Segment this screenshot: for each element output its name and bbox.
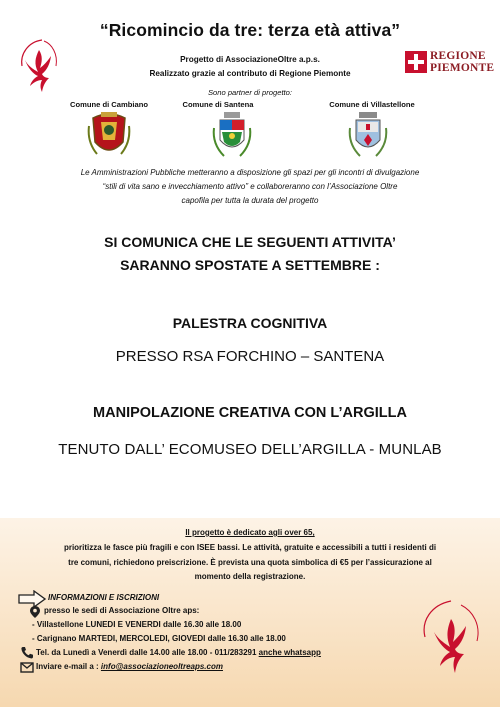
santena-crest-icon <box>210 112 254 162</box>
activity-title: MANIPOLAZIONE CREATIVA CON L’ARGILLA <box>93 405 407 421</box>
whatsapp-note: anche whatsapp <box>258 648 321 657</box>
activity-place: TENUTO DALL’ ECOMUSEO DELL’ARGILLA - MUNLAB <box>58 441 442 458</box>
villastellone-crest-icon <box>346 112 390 162</box>
partners-note: Sono partner di progetto: <box>207 88 292 97</box>
associazione-oltre-logo <box>413 597 485 675</box>
sedi-line: presso le sedi di Associazione Oltre aps: <box>44 606 200 615</box>
comune-cambiano-label: Comune di Cambiano <box>69 100 149 109</box>
regione-line1: REGIONE <box>430 50 486 62</box>
phone-icon <box>20 646 34 659</box>
associazione-oltre-logo <box>16 36 62 98</box>
description-line: momento della registrazione. <box>194 572 306 581</box>
oltre-logo-icon <box>413 597 485 675</box>
funding-line: Realizzato grazie al contributo di Regione Piemonte <box>149 69 351 78</box>
telephone-line <box>36 648 321 657</box>
map-pin-icon <box>30 605 40 617</box>
email-prefix: Inviare e-mail a : <box>36 662 101 671</box>
regione-piemonte-logo <box>405 49 493 77</box>
description-line: prioritizza le fasce più fragili e con ISEE bassi. Le attività, gratuite e accessibili a tutti i residenti di <box>63 543 437 552</box>
project-description <box>24 541 476 585</box>
email-link[interactable]: info@associazioneoltreaps.com <box>100 662 223 671</box>
regione-line2: PIEMONTE <box>430 62 495 74</box>
over65-line: Il progetto è dedicato agli over 65, <box>185 528 315 537</box>
oltre-logo-icon <box>16 36 62 98</box>
regione-flag-icon <box>405 51 427 73</box>
description-line: tre comuni, richiedono preiscrizione. È prevista una quota simbolica di €5 per l’assicurazione al <box>68 557 432 567</box>
activity-title: PALESTRA COGNITIVA <box>172 315 328 331</box>
notice-line2: SARANNO SPOSTATE A SETTEMBRE : <box>120 257 380 273</box>
email-line <box>36 662 223 671</box>
info-title: INFORMAZIONI E ISCRIZIONI <box>48 593 160 602</box>
comune-villastellone-label: Comune di Villastellone <box>329 100 415 109</box>
page-title: “Ricomincio da tre: terza età attiva” <box>99 20 401 40</box>
amministrazioni-note <box>30 166 470 208</box>
telephone-text: Tel. da Lunedì a Venerdì dalle 14.00 alle 18.00 - 011/283291 <box>36 648 257 657</box>
location-line: - Villastellone LUNEDI E VENERDI dalle 16.30 alle 18.00 <box>32 620 242 629</box>
project-line: Progetto di AssociazioneOltre a.p.s. <box>180 55 320 64</box>
amministrazioni-note-line: capofila per tutta la durata del progetto <box>181 196 319 205</box>
amministrazioni-note-line: “stili di vita sano e invecchiamento attivo” e collaboreranno con l’Associazione Oltre <box>102 182 398 191</box>
mail-icon <box>20 660 34 672</box>
notice-line1: SI COMUNICA CHE LE SEGUENTI ATTIVITA’ <box>104 234 396 250</box>
location-line: - Carignano MARTEDI, MERCOLEDI, GIOVEDI dalle 16.30 alle 18.00 <box>32 634 286 643</box>
comune-santena-label: Comune di Santena <box>182 100 254 109</box>
cambiano-crest-icon <box>87 112 131 162</box>
activity-place: PRESSO RSA FORCHINO – SANTENA <box>115 348 385 365</box>
amministrazioni-note-line: Le Amministrazioni Pubbliche metteranno a disposizione gli spazi per gli incontri di divulgazione <box>80 168 420 177</box>
